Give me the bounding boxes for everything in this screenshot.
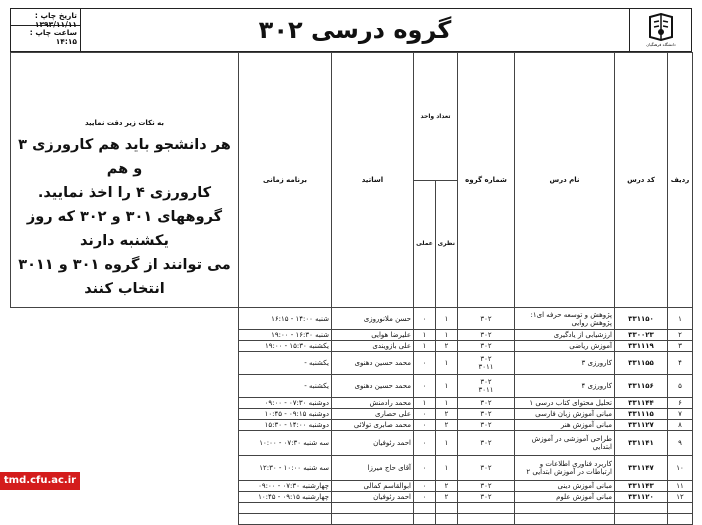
teacher-name: علی بازویندی	[332, 341, 414, 352]
schedule-time: یکشنبه -	[239, 352, 332, 375]
table-row	[11, 481, 693, 492]
course-code: ۳۳۱۱۲۰	[615, 492, 668, 503]
teacher-name: محمد حسین دهنوی	[332, 352, 414, 375]
schedule-time: یکشنبه -	[239, 375, 332, 398]
course-table	[10, 52, 693, 525]
group-number: ۳۰۲	[458, 420, 515, 431]
table-row	[11, 375, 693, 398]
schedule-time: شنبه ۱۶:۳۰ - ۱۹:۰۰	[239, 330, 332, 341]
schedule-time: چهارشنبه ۰۷:۳۰ - ۰۹:۰۰	[239, 481, 332, 492]
teacher-name: حسن ملانوروزی	[332, 308, 414, 330]
note-heading: به نکات زیر دقت نمایید	[84, 119, 165, 127]
logo-caption: دانشگاه فرهنگیان	[646, 42, 676, 47]
row-number: ۴	[668, 352, 693, 375]
page-title: گروه درسی ۳۰۲	[258, 16, 452, 44]
course-code: ۳۳۱۱۴۷	[615, 456, 668, 481]
row-number: ۳	[668, 341, 693, 352]
course-code: ۳۳۱۱۵۰	[615, 308, 668, 330]
row-number: ۸	[668, 420, 693, 431]
col-theory: نظری	[436, 180, 458, 308]
group-number: ۳۰۲	[458, 341, 515, 352]
university-logo	[629, 9, 691, 51]
theory-units: ۲	[436, 420, 458, 431]
practical-units: ۰	[414, 375, 436, 398]
empty-cell	[458, 514, 515, 525]
empty-cell	[332, 503, 414, 514]
course-name: مبانی آموزش علوم	[515, 492, 615, 503]
empty-cell	[668, 514, 693, 525]
course-code: ۳۳۱۱۴۱	[615, 431, 668, 456]
note-line-1: هر دانشجو باید هم کارورزی ۳ و هم	[18, 137, 231, 177]
practical-units: ۰	[414, 352, 436, 375]
schedule-time: دوشنبه ۰۹:۱۵ - ۱۰:۴۵	[239, 409, 332, 420]
practical-units: ۱	[414, 330, 436, 341]
theory-units: ۲	[436, 481, 458, 492]
group-number: ۳۰۲	[458, 481, 515, 492]
empty-cell	[436, 514, 458, 525]
row-number: ۱۲	[668, 492, 693, 503]
schedule-time: سه شنبه ۰۷:۳۰ - ۱۰:۰۰	[239, 431, 332, 456]
practical-units: ۰	[414, 409, 436, 420]
theory-units: ۲	[436, 341, 458, 352]
course-code: ۳۳۱۱۵۵	[615, 352, 668, 375]
course-name: مبانی آموزش هنر	[515, 420, 615, 431]
practical-units: ۰	[414, 492, 436, 503]
print-info	[11, 9, 81, 51]
teacher-name: علیرضا هوایی	[332, 330, 414, 341]
empty-cell	[515, 503, 615, 514]
course-code: ۳۳۱۱۴۳	[615, 481, 668, 492]
empty-cell	[436, 503, 458, 514]
practical-units: ۰	[414, 481, 436, 492]
empty-cell	[668, 503, 693, 514]
row-number: ۵	[668, 375, 693, 398]
print-time: ساعت چاپ : ۱۴:۱۵	[29, 28, 77, 46]
practical-units: ۰	[414, 456, 436, 481]
schedule-time: دوشنبه ۱۴:۰۰ - ۱۵:۳۰	[239, 420, 332, 431]
theory-units: ۱	[436, 308, 458, 330]
group-number: ۳۰۲	[458, 308, 515, 330]
empty-cell	[239, 514, 332, 525]
theory-units: ۱	[436, 431, 458, 456]
empty-row	[11, 514, 693, 525]
teacher-name: محمد رادمنش	[332, 398, 414, 409]
notes-panel	[11, 53, 239, 308]
table-row	[11, 398, 693, 409]
schedule-time: دوشنبه ۰۷:۳۰ - ۰۹:۰۰	[239, 398, 332, 409]
course-name: تحلیل محتوای کتاب درسی ۱	[515, 398, 615, 409]
course-code: ۳۳۱۱۱۹	[615, 341, 668, 352]
col-row: ردیف	[668, 53, 693, 308]
col-units: تعداد واحد	[414, 53, 458, 181]
site-badge[interactable]: tmd.cfu.ac.ir	[0, 472, 80, 490]
theory-units: ۱	[436, 398, 458, 409]
practical-units: ۱	[414, 341, 436, 352]
group-number: ۳۰۲	[458, 492, 515, 503]
table-row	[11, 492, 693, 503]
course-code: ۳۳۱۱۵۶	[615, 375, 668, 398]
group-number: ۳۰۲ ۳۰۱۱	[458, 375, 515, 398]
theory-units: ۱	[436, 352, 458, 375]
table-row	[11, 456, 693, 481]
col-schedule: برنامه زمانی	[239, 53, 332, 308]
col-practical: عملی	[414, 180, 436, 308]
group-number: ۳۰۲	[458, 330, 515, 341]
practical-units: ۱	[414, 398, 436, 409]
theory-units: ۱	[436, 330, 458, 341]
course-name: طراحی آموزشی در آموزش ابتدایی	[515, 431, 615, 456]
book-logo-icon	[648, 13, 674, 41]
row-number: ۱۰	[668, 456, 693, 481]
col-code: کد درس	[615, 53, 668, 308]
empty-cell	[615, 503, 668, 514]
course-name: ارزشیابی از یادگیری	[515, 330, 615, 341]
practical-units: ۰	[414, 431, 436, 456]
course-name: کاربرد فناوری اطلاعات و ارتباطات در آموزش ابتدایی ۲	[515, 456, 615, 481]
empty-cell	[615, 514, 668, 525]
empty-cell	[332, 514, 414, 525]
empty-cell	[414, 503, 436, 514]
group-number: ۳۰۲ ۳۰۱۱	[458, 352, 515, 375]
row-number: ۷	[668, 409, 693, 420]
group-number: ۳۰۲	[458, 431, 515, 456]
teacher-name: علی حصاری	[332, 409, 414, 420]
teacher-name: محمد حسین دهنوی	[332, 375, 414, 398]
col-teacher: اساتید	[332, 53, 414, 308]
note-line-2: کارورزی ۴ را اخذ نمایید.	[37, 185, 212, 201]
teacher-name: محمد صابری تولائی	[332, 420, 414, 431]
course-name: کارورزی ۳	[515, 352, 615, 375]
row-number: ۹	[668, 431, 693, 456]
practical-units: ۰	[414, 420, 436, 431]
note-line-4: می توانند از گروه ۳۰۱ و ۳۰۱۱ انتخاب کنند	[18, 257, 231, 297]
row-number: ۶	[668, 398, 693, 409]
print-date: تاریخ چاپ : ۱۳۹۳/۱۱/۱۱	[11, 9, 80, 26]
row-number: ۲	[668, 330, 693, 341]
empty-cell	[239, 503, 332, 514]
col-name: نام درس	[515, 53, 615, 308]
schedule-time: سه شنبه ۱۰:۰۰ - ۱۲:۳۰	[239, 456, 332, 481]
theory-units: ۲	[436, 409, 458, 420]
course-name: آموزش ریاضی	[515, 341, 615, 352]
empty-row	[11, 503, 693, 514]
schedule-time: یکشنبه ۱۵:۳۰ - ۱۹:۰۰	[239, 341, 332, 352]
teacher-name: ابوالقاسم کمالی	[332, 481, 414, 492]
group-number: ۳۰۲	[458, 398, 515, 409]
theory-units: ۱	[436, 456, 458, 481]
row-number: ۱	[668, 308, 693, 330]
group-number: ۳۰۲	[458, 456, 515, 481]
schedule-time: شنبه ۱۴:۰۰ - ۱۶:۱۵	[239, 308, 332, 330]
course-name: پژوهش و توسعه حرفه ای۱: پژوهش روایی	[515, 308, 615, 330]
teacher-name: احمد رئوفیان	[332, 431, 414, 456]
theory-units: ۲	[436, 492, 458, 503]
table-row	[11, 308, 693, 330]
theory-units: ۱	[436, 375, 458, 398]
table-row	[11, 352, 693, 375]
note-line-3: گروههای ۳۰۱ و ۳۰۲ که روز یکشنبه دارند	[26, 209, 223, 249]
empty-cell	[515, 514, 615, 525]
col-group: شماره گروه	[458, 53, 515, 308]
course-code: ۳۳۰۰۲۳	[615, 330, 668, 341]
course-name: مبانی آموزش زبان فارسی	[515, 409, 615, 420]
teacher-name: آقای حاج میرزا	[332, 456, 414, 481]
table-row	[11, 420, 693, 431]
sheet-header	[10, 8, 692, 52]
course-name: مبانی آموزش دینی	[515, 481, 615, 492]
table-row	[11, 341, 693, 352]
course-code: ۳۳۱۱۲۷	[615, 420, 668, 431]
table-row	[11, 409, 693, 420]
course-name: کارورزی ۴	[515, 375, 615, 398]
table-row	[11, 431, 693, 456]
empty-cell	[458, 503, 515, 514]
course-code: ۳۳۱۱۴۴	[615, 398, 668, 409]
row-number: ۱۱	[668, 481, 693, 492]
table-row	[11, 330, 693, 341]
practical-units: ۰	[414, 308, 436, 330]
course-code: ۳۳۱۱۱۵	[615, 409, 668, 420]
empty-cell	[414, 514, 436, 525]
schedule-time: چهارشنبه ۰۹:۱۵ - ۱۰:۴۵	[239, 492, 332, 503]
teacher-name: احمد رئوفیان	[332, 492, 414, 503]
group-number: ۳۰۲	[458, 409, 515, 420]
